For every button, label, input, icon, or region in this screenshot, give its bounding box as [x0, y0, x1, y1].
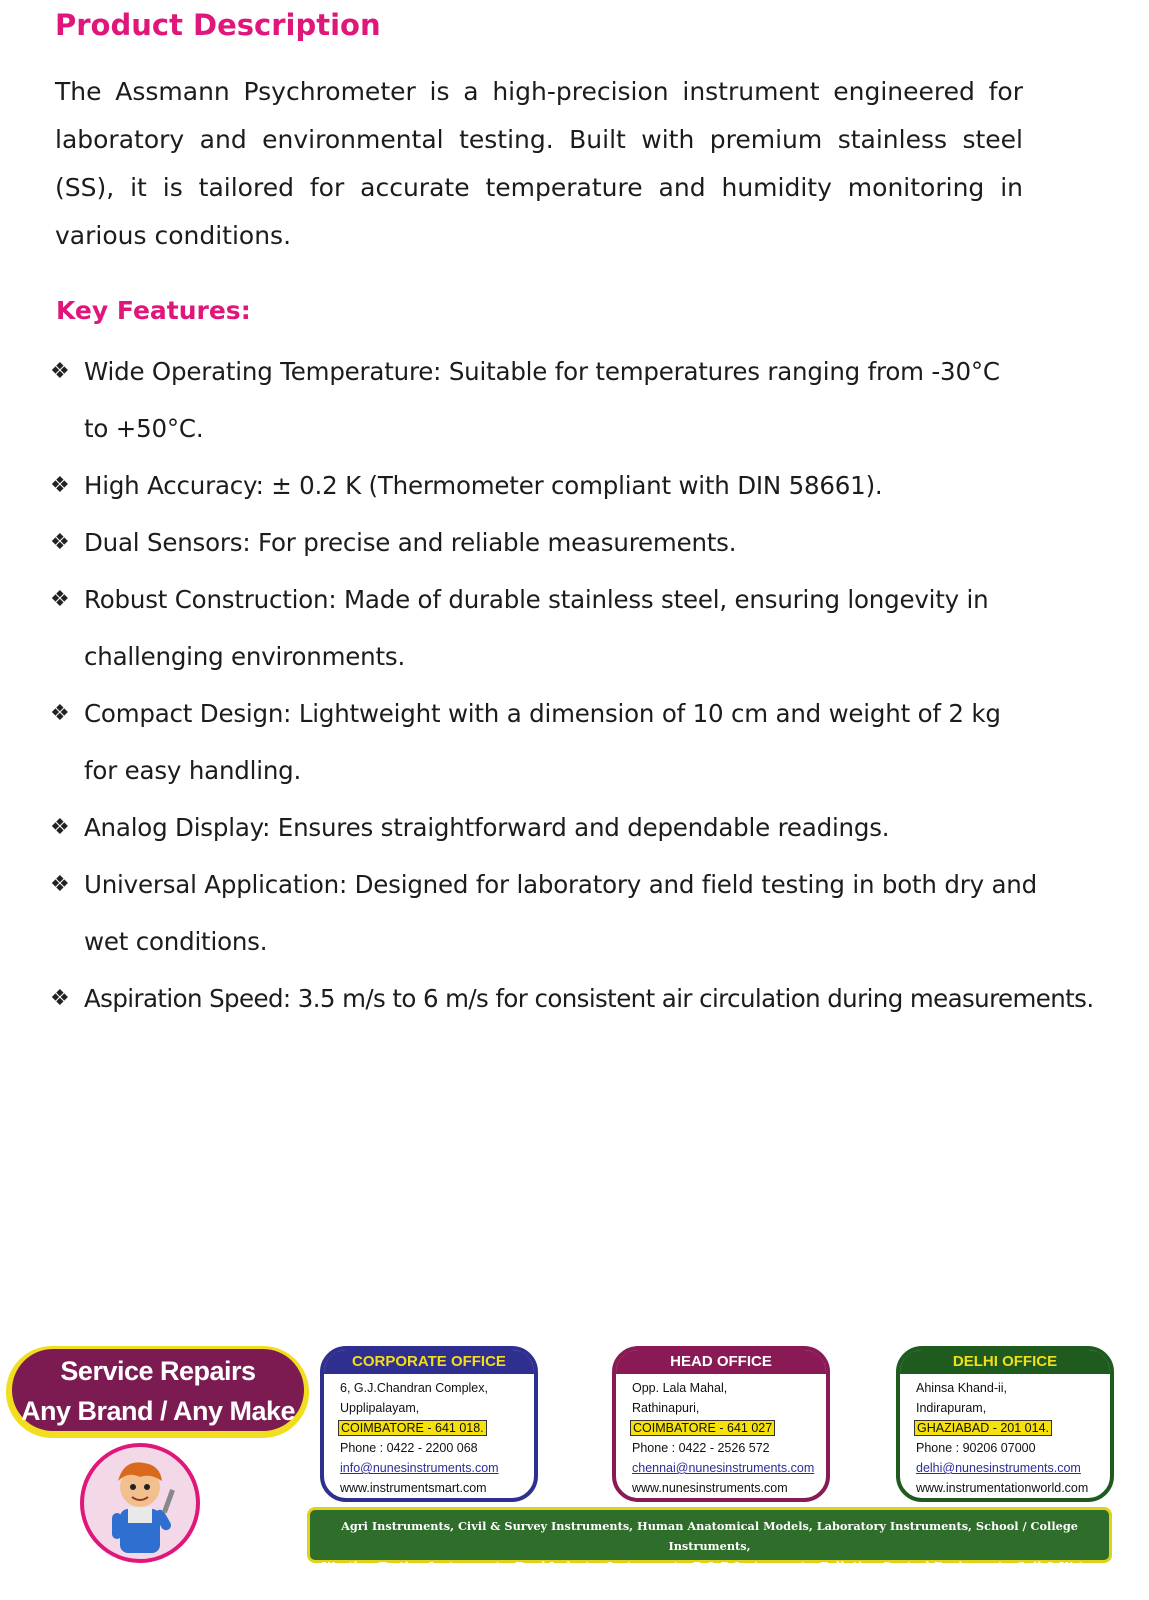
- corporate-phone: Phone : 0422 - 2200 068: [340, 1441, 478, 1455]
- feature-item: [50, 514, 1130, 571]
- diamond-bullet-icon: ❖: [50, 587, 70, 612]
- feature-item: [50, 856, 1054, 970]
- feature-item: [50, 457, 1130, 514]
- corporate-address-2: Upplipalayam,: [340, 1401, 420, 1415]
- service-repairs-inner: [12, 1349, 304, 1431]
- corporate-address-1: 6, G.J.Chandran Complex,: [340, 1381, 488, 1395]
- head-office-card: [612, 1346, 830, 1502]
- service-line-1: Service Repairs: [60, 1356, 256, 1386]
- head-address-1: Opp. Lala Mahal,: [632, 1381, 728, 1395]
- feature-text: High Accuracy: ± 0.2 K (Thermometer compliant with DIN 58661).: [84, 471, 883, 500]
- feature-item: [50, 799, 1130, 856]
- diamond-bullet-icon: ❖: [50, 701, 70, 726]
- head-phone: Phone : 0422 - 2526 572: [632, 1441, 770, 1455]
- feature-text: Robust Construction: Made of durable stainless steel, ensuring longevity in challenging environments.: [84, 585, 989, 671]
- feature-text: Aspiration Speed: 3.5 m/s to 6 m/s for consistent air circulation during measurements.: [84, 984, 1094, 1013]
- product-description-heading: Product Description: [55, 8, 381, 42]
- delhi-address-2: Indirapuram,: [916, 1401, 987, 1415]
- head-office-title: HEAD OFFICE: [616, 1350, 826, 1374]
- feature-text: Wide Operating Temperature: Suitable for temperatures ranging from -30°C to +50°C.: [84, 357, 1000, 443]
- delhi-website-link[interactable]: www.instrumentationworld.com: [916, 1481, 1089, 1495]
- head-address-2: Rathinapuri,: [632, 1401, 700, 1415]
- corporate-city: COIMBATORE - 641 018.: [338, 1420, 487, 1436]
- delhi-office-title: DELHI OFFICE: [900, 1350, 1110, 1374]
- service-line-2: Any Brand / Any Make: [20, 1396, 296, 1426]
- mechanic-mascot-icon: [80, 1443, 200, 1563]
- diamond-bullet-icon: ❖: [50, 359, 70, 384]
- delhi-email-link[interactable]: delhi@nunesinstruments.com: [916, 1461, 1081, 1475]
- banner-line-1: Agri Instruments, Civil & Survey Instruments, Human Anatomical Models, Laboratory Instruments, School / College Instruments,: [341, 1519, 1078, 1553]
- corporate-office-title: CORPORATE OFFICE: [324, 1350, 534, 1374]
- key-features-heading: Key Features:: [56, 296, 251, 325]
- service-repairs-badge: [6, 1346, 309, 1438]
- feature-item: [50, 343, 1024, 457]
- corporate-email-link[interactable]: info@nunesinstruments.com: [340, 1461, 499, 1475]
- product-categories-banner: [307, 1507, 1112, 1593]
- feature-item: [50, 571, 1004, 685]
- head-city: COIMBATORE - 641 027: [630, 1420, 775, 1436]
- feature-item: [50, 685, 1034, 799]
- product-description-text: The Assmann Psychrometer is a high-precision instrument engineered for laboratory and environmental testing. Built with premium stainless steel (SS), it is tailored for accurate temperature and humidity monitoring in various conditions.: [55, 77, 1023, 250]
- head-email-link[interactable]: chennai@nunesinstruments.com: [632, 1461, 815, 1475]
- feature-text: Universal Application: Designed for laboratory and field testing in both dry and wet conditions.: [84, 870, 1037, 956]
- key-features-list: [50, 343, 1130, 1027]
- delhi-phone: Phone : 90206 07000: [916, 1441, 1036, 1455]
- diamond-bullet-icon: ❖: [50, 530, 70, 555]
- feature-text: Analog Display: Ensures straightforward and dependable readings.: [84, 813, 890, 842]
- feature-item: [50, 970, 1130, 1027]
- delhi-address-1: Ahinsa Khand-ii,: [916, 1381, 1008, 1395]
- banner-line-2: Weather Testing Instruments, Food Industry Instruments, R & D Instruments, Pollution Control Equipments, Soil & Water Tester Equipments: [321, 1559, 1098, 1593]
- feature-text: Dual Sensors: For precise and reliable measurements.: [84, 528, 737, 557]
- diamond-bullet-icon: ❖: [50, 986, 70, 1011]
- corporate-website-link[interactable]: www.instrumentsmart.com: [340, 1481, 487, 1495]
- diamond-bullet-icon: ❖: [50, 872, 70, 897]
- diamond-bullet-icon: ❖: [50, 815, 70, 840]
- delhi-office-card: [896, 1346, 1114, 1502]
- diamond-bullet-icon: ❖: [50, 473, 70, 498]
- feature-text: Compact Design: Lightweight with a dimension of 10 cm and weight of 2 kg for easy handling.: [84, 699, 1001, 785]
- delhi-city: GHAZIABAD - 201 014.: [914, 1420, 1052, 1436]
- corporate-office-card: [320, 1346, 538, 1502]
- head-website-link[interactable]: www.nunesinstruments.com: [632, 1481, 788, 1495]
